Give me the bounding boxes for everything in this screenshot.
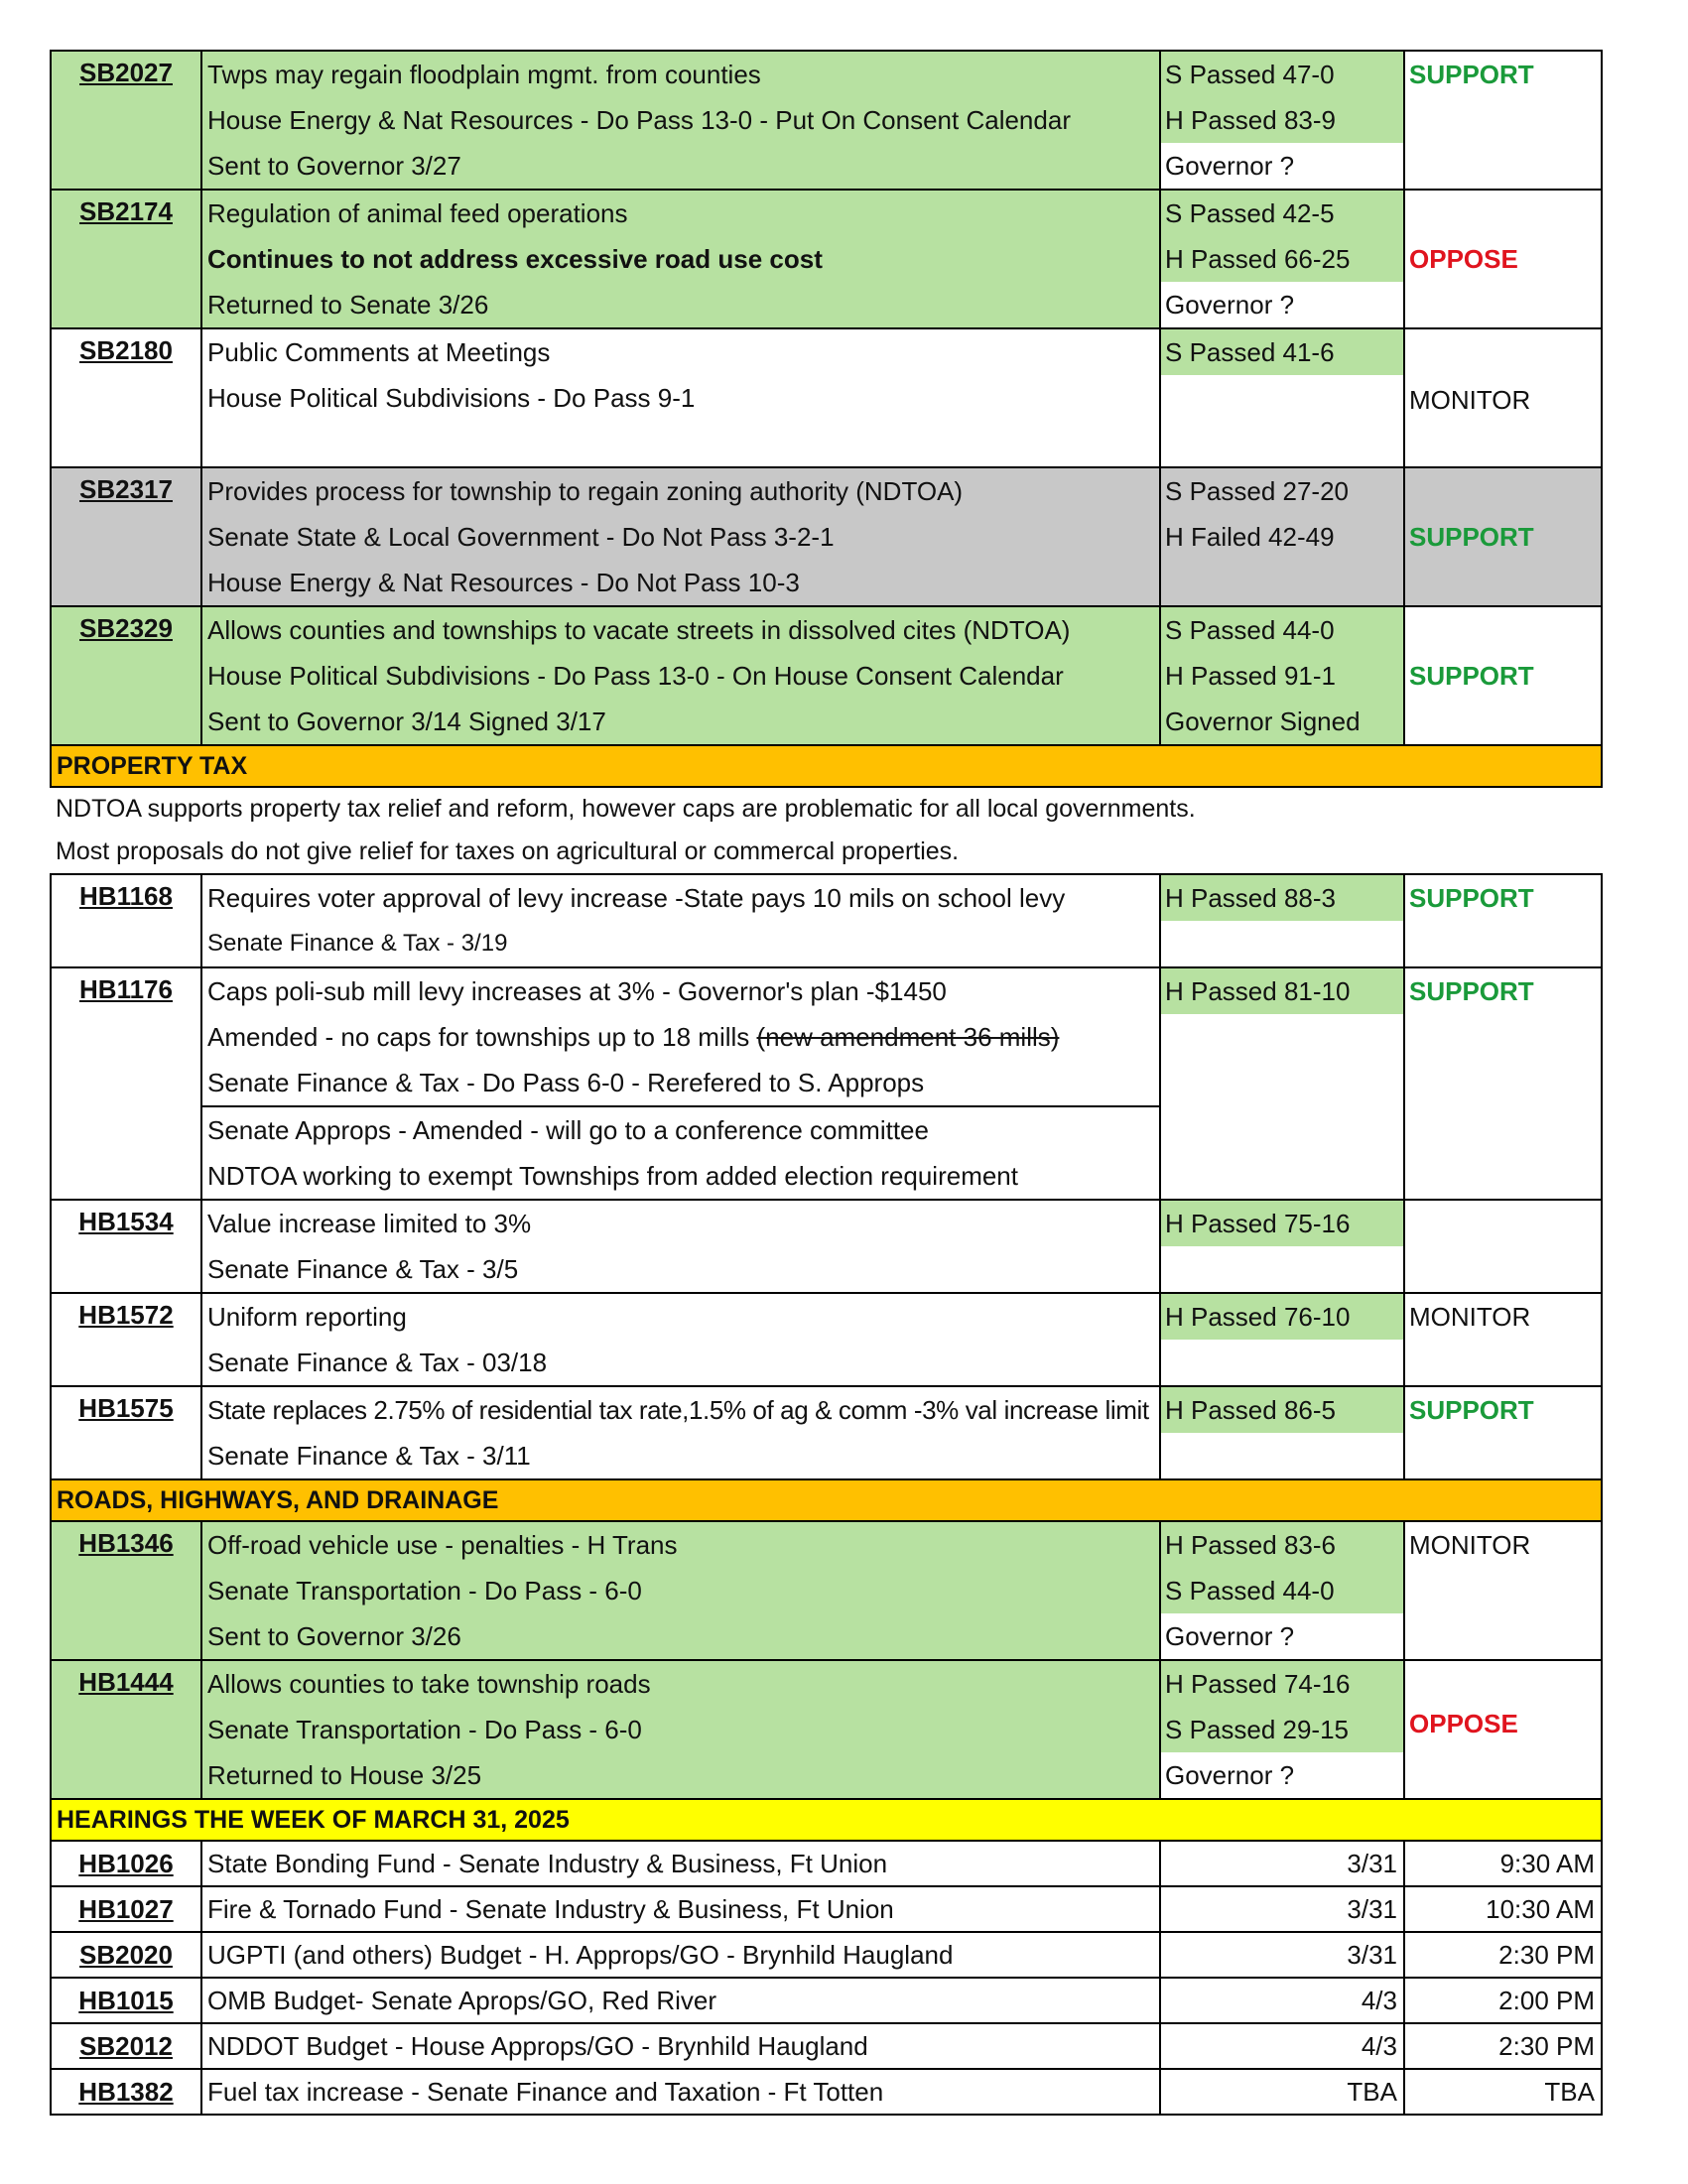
vote-line: S Passed 27-20	[1165, 476, 1350, 506]
desc-line: House Energy & Nat Resources - Do Pass 13-0 - Put On Consent Calendar	[207, 105, 1071, 135]
vote-line: Governor ?	[1161, 1613, 1403, 1659]
vote-line: S Passed 41-6	[1161, 329, 1403, 375]
bill-row-sb2027	[51, 51, 1602, 190]
desc-line: Twps may regain floodplain mgmt. from counties	[207, 60, 761, 89]
position-support: SUPPORT	[1409, 522, 1534, 552]
vote-status	[1160, 51, 1404, 190]
vote-line: H Passed 81-10	[1161, 968, 1403, 1014]
position-cell	[1404, 467, 1602, 606]
vote-status	[1160, 874, 1404, 967]
vote-line: Governor ?	[1161, 282, 1403, 327]
desc-line: Regulation of animal feed operations	[207, 198, 628, 228]
bill-description	[201, 1521, 1160, 1660]
bill-row-hb1176	[51, 967, 1602, 1200]
hearing-date: 4/3	[1160, 1978, 1404, 2023]
vote-line: S Passed 42-5	[1161, 191, 1403, 236]
note-line: Most proposals do not give relief for taxes on agricultural or commercal properties.	[56, 837, 960, 865]
vote-line: H Passed 91-1	[1165, 661, 1336, 691]
vote-line: S Passed 44-0	[1161, 1568, 1403, 1613]
vote-line	[1161, 421, 1403, 466]
vote-status	[1160, 967, 1404, 1200]
bill-number[interactable]: HB1575	[51, 1386, 201, 1479]
bill-description	[201, 1386, 1160, 1479]
vote-status	[1160, 1521, 1404, 1660]
desc-line: Senate Transportation - Do Pass - 6-0	[207, 1715, 642, 1744]
hearing-date: 3/31	[1160, 1932, 1404, 1978]
desc-line: Senate Finance & Tax - 3/19	[207, 930, 508, 957]
bill-number[interactable]: SB2174	[51, 190, 201, 328]
vote-line	[1161, 375, 1403, 421]
bill-row-sb2174	[51, 190, 1602, 328]
vote-status	[1160, 190, 1404, 328]
vote-status	[1160, 1293, 1404, 1386]
amendment-text: Amended - no caps for townships up to 18 mills	[207, 1022, 757, 1052]
vote-line: H Passed 74-16	[1161, 1661, 1403, 1707]
desc-line: Uniform reporting	[207, 1302, 407, 1332]
bill-row-hb1346	[51, 1521, 1602, 1660]
bill-row-hb1168	[51, 874, 1602, 967]
section-title: HEARINGS THE WEEK OF MARCH 31, 2025	[51, 1799, 1602, 1841]
position-cell	[1404, 1521, 1602, 1660]
bill-description	[201, 467, 1160, 606]
hearing-description: NDDOT Budget - House Approps/GO - Brynhild Haugland	[201, 2023, 1160, 2069]
position-cell	[1404, 190, 1602, 328]
note-line: NDTOA supports property tax relief and reform, however caps are problematic for all local governments.	[56, 795, 1196, 823]
hearing-date: TBA	[1160, 2069, 1404, 2115]
bill-description	[201, 190, 1160, 328]
desc-line: Caps poli-sub mill levy increases at 3% - Governor's plan -$1450	[207, 976, 947, 1006]
position-cell	[1404, 1386, 1602, 1479]
vote-line: S Passed 44-0	[1165, 615, 1335, 645]
desc-line: Sent to Governor 3/27	[207, 151, 461, 181]
hearing-description: State Bonding Fund - Senate Industry & Business, Ft Union	[201, 1841, 1160, 1886]
bill-number[interactable]: HB1572	[51, 1293, 201, 1386]
bill-description	[201, 967, 1160, 1200]
vote-line: H Passed 83-9	[1161, 97, 1403, 143]
desc-line: Provides process for township to regain zoning authority (NDTOA)	[207, 476, 964, 506]
bill-description	[201, 1660, 1160, 1799]
vote-status	[1160, 328, 1404, 467]
bill-number[interactable]: SB2180	[51, 328, 201, 467]
vote-line: S Passed 47-0	[1161, 52, 1403, 97]
position-support: SUPPORT	[1409, 661, 1534, 691]
desc-line: Senate Finance & Tax - 3/5	[207, 1254, 519, 1284]
position-cell	[1404, 874, 1602, 967]
bill-number[interactable]: SB2329	[51, 606, 201, 745]
vote-line: H Passed 75-16	[1161, 1201, 1403, 1246]
desc-line: House Energy & Nat Resources - Do Not Pass 10-3	[207, 568, 800, 597]
bill-row-hb1572	[51, 1293, 1602, 1386]
bill-table	[50, 50, 1603, 2116]
bill-description	[201, 606, 1160, 745]
vote-line: H Passed 66-25	[1161, 236, 1403, 282]
bill-row-sb2329	[51, 606, 1602, 745]
position-cell	[1404, 606, 1602, 745]
desc-line: Senate Finance & Tax - 3/11	[207, 1441, 531, 1471]
hearing-time: TBA	[1404, 2069, 1602, 2115]
bill-number[interactable]: HB1382	[51, 2069, 201, 2115]
desc-line: Senate Finance & Tax - 03/18	[207, 1348, 548, 1377]
bill-row-sb2317	[51, 467, 1602, 606]
position-oppose: OPPOSE	[1409, 1709, 1518, 1738]
desc-line: NDTOA working to exempt Townships from added election requirement	[207, 1161, 1018, 1191]
vote-status	[1160, 1660, 1404, 1799]
desc-line: House Political Subdivisions - Do Pass 9-1	[207, 383, 696, 413]
bill-number[interactable]: SB2317	[51, 467, 201, 606]
position-cell	[1404, 1660, 1602, 1799]
bill-row-hb1534	[51, 1200, 1602, 1293]
vote-line: S Passed 29-15	[1161, 1707, 1403, 1752]
position-cell	[1404, 51, 1602, 190]
position-cell	[1404, 328, 1602, 467]
desc-line: Sent to Governor 3/14 Signed 3/17	[207, 707, 606, 736]
hearing-description: Fuel tax increase - Senate Finance and Taxation - Ft Totten	[201, 2069, 1160, 2115]
vote-line: H Passed 76-10	[1161, 1294, 1403, 1340]
hearing-time: 2:30 PM	[1404, 1932, 1602, 1978]
desc-line: House Political Subdivisions - Do Pass 13-0 - On House Consent Calendar	[207, 661, 1064, 691]
vote-line: Governor ?	[1161, 1752, 1403, 1798]
position-cell	[1404, 1200, 1602, 1293]
bill-number[interactable]: HB1026	[51, 1841, 201, 1886]
desc-line: Public Comments at Meetings	[207, 337, 551, 367]
desc-line: Allows counties to take township roads	[207, 1669, 651, 1699]
bill-number[interactable]: HB1168	[51, 874, 201, 967]
position-cell	[1404, 1293, 1602, 1386]
bill-row-hb1444	[51, 1660, 1602, 1799]
position-support: SUPPORT	[1409, 883, 1534, 913]
hearing-date: 3/31	[1160, 1886, 1404, 1932]
hearing-description: UGPTI (and others) Budget - H. Approps/GO - Brynhild Haugland	[201, 1932, 1160, 1978]
desc-line-bold: Continues to not address excessive road use cost	[207, 244, 823, 274]
hearing-row	[51, 1841, 1602, 1886]
hearing-description: OMB Budget- Senate Aprops/GO, Red River	[201, 1978, 1160, 2023]
hearing-time: 2:00 PM	[1404, 1978, 1602, 2023]
bill-number[interactable]: HB1534	[51, 1200, 201, 1293]
position-support: SUPPORT	[1409, 60, 1534, 89]
vote-line: H Passed 86-5	[1161, 1387, 1403, 1433]
vote-line: H Passed 88-3	[1161, 875, 1403, 921]
bill-description	[201, 51, 1160, 190]
desc-line: Off-road vehicle use - penalties - H Trans	[207, 1530, 678, 1560]
position-monitor: MONITOR	[1409, 385, 1531, 415]
bill-description	[201, 1293, 1160, 1386]
desc-line: Returned to Senate 3/26	[207, 290, 489, 320]
position-support: SUPPORT	[1409, 976, 1534, 1006]
hearing-row	[51, 2069, 1602, 2115]
hearing-row	[51, 2023, 1602, 2069]
position-support: SUPPORT	[1409, 1395, 1534, 1425]
desc-line: Senate Transportation - Do Pass - 6-0	[207, 1576, 642, 1606]
hearing-row	[51, 1932, 1602, 1978]
bill-row-hb1575	[51, 1386, 1602, 1479]
desc-line: Senate Approps - Amended - will go to a conference committee	[202, 1105, 1159, 1153]
desc-line: Senate Finance & Tax - Do Pass 6-0 - Rerefered to S. Approps	[207, 1068, 925, 1097]
bill-number[interactable]: SB2020	[51, 1932, 201, 1978]
desc-line: Senate State & Local Government - Do Not Pass 3-2-1	[207, 522, 835, 552]
struck-amendment-text: (new amendment 36 mills)	[756, 1022, 1060, 1052]
vote-line: H Failed 42-49	[1165, 522, 1335, 552]
section-title: ROADS, HIGHWAYS, AND DRAINAGE	[51, 1479, 1602, 1521]
bill-number[interactable]: SB2027	[51, 51, 201, 190]
bill-description	[201, 328, 1160, 467]
hearing-time: 9:30 AM	[1404, 1841, 1602, 1886]
bill-number[interactable]: HB1346	[51, 1521, 201, 1660]
bill-number[interactable]: SB2012	[51, 2023, 201, 2069]
hearing-time: 10:30 AM	[1404, 1886, 1602, 1932]
desc-line: State replaces 2.75% of residential tax rate,1.5% of ag & comm -3% val increase limit	[207, 1395, 1149, 1425]
legislative-tracking-sheet	[50, 50, 1601, 2116]
section-title: PROPERTY TAX	[51, 745, 1602, 787]
section-hearings	[51, 1799, 1602, 1841]
desc-line: Sent to Governor 3/26	[207, 1621, 461, 1651]
vote-status	[1160, 467, 1404, 606]
desc-line: Requires voter approval of levy increase -State pays 10 mils on school levy	[207, 883, 1066, 913]
desc-line	[202, 421, 1159, 466]
bill-row-sb2180	[51, 328, 1602, 467]
hearing-date: 4/3	[1160, 2023, 1404, 2069]
desc-line: Value increase limited to 3%	[207, 1209, 532, 1238]
bill-number[interactable]: HB1176	[51, 967, 201, 1200]
bill-description	[201, 1200, 1160, 1293]
vote-line: Governor Signed	[1165, 707, 1361, 736]
position-oppose: OPPOSE	[1409, 244, 1518, 274]
property-tax-note	[51, 787, 1602, 874]
position-cell	[1404, 967, 1602, 1200]
vote-line: Governor ?	[1161, 143, 1403, 189]
bill-description	[201, 874, 1160, 967]
hearing-description: Fire & Tornado Fund - Senate Industry & Business, Ft Union	[201, 1886, 1160, 1932]
position-monitor: MONITOR	[1409, 1530, 1531, 1560]
vote-line: H Passed 83-6	[1161, 1522, 1403, 1568]
desc-line	[202, 1014, 1159, 1060]
hearing-row	[51, 1978, 1602, 2023]
hearing-time: 2:30 PM	[1404, 2023, 1602, 2069]
vote-status	[1160, 1200, 1404, 1293]
desc-line: Allows counties and townships to vacate streets in dissolved cites (NDTOA)	[207, 615, 1071, 645]
bill-number[interactable]: HB1444	[51, 1660, 201, 1799]
position-monitor: MONITOR	[1409, 1302, 1531, 1332]
section-roads	[51, 1479, 1602, 1521]
section-property-tax	[51, 745, 1602, 787]
hearing-row	[51, 1886, 1602, 1932]
bill-number[interactable]: HB1027	[51, 1886, 201, 1932]
desc-line: Returned to House 3/25	[207, 1760, 482, 1790]
hearing-date: 3/31	[1160, 1841, 1404, 1886]
vote-status	[1160, 1386, 1404, 1479]
vote-status	[1160, 606, 1404, 745]
bill-number[interactable]: HB1015	[51, 1978, 201, 2023]
